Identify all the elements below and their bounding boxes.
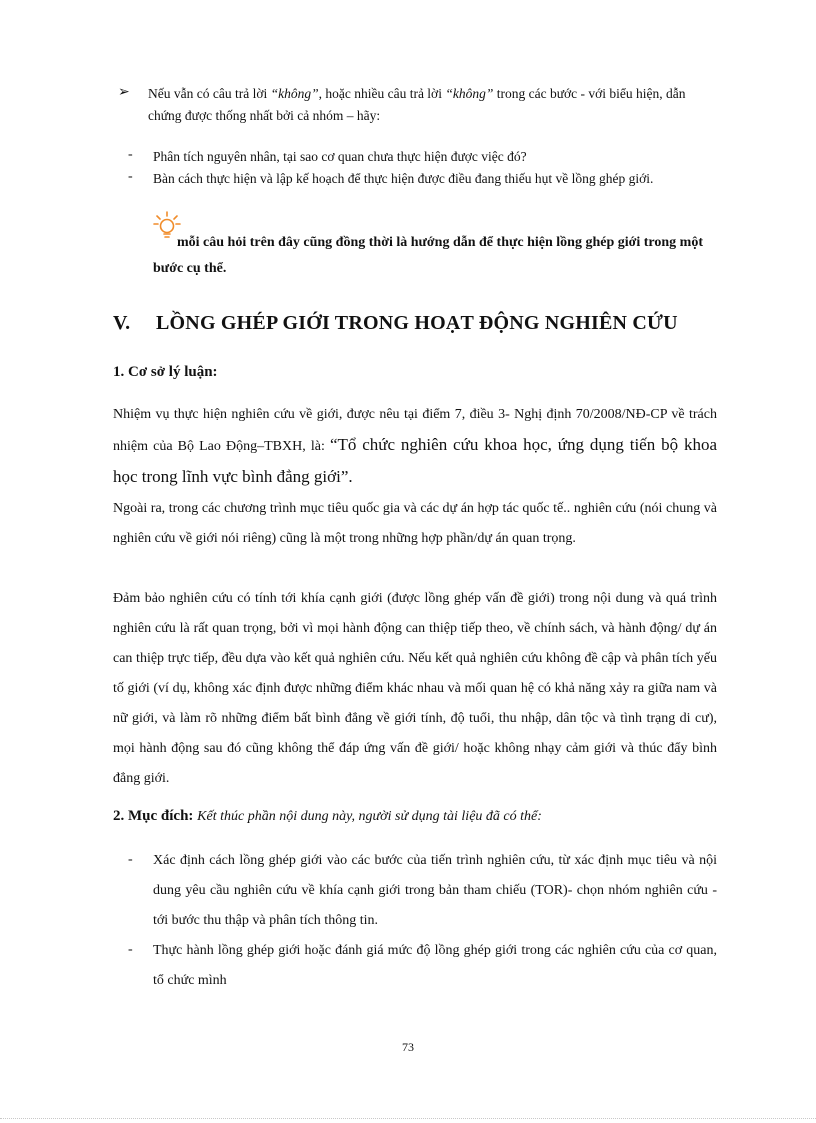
paragraph: Nhiệm vụ thực hiện nghiên cứu về giới, được nêu tại điểm 7, điều 3- Nghị định 70/2008/NĐ-CP về trách nhiệm của Bộ Lao Động–TBXH, là: “Tổ chức nghiên cứu khoa học, ứng dụng tiến bộ khoa học trong lĩnh vực bình đẳng giới”. [113, 407, 717, 486]
page-divider [0, 1118, 816, 1119]
dash-bullet: - [128, 169, 133, 184]
dash-bullet: - [128, 942, 133, 957]
list-item: Phân tích nguyên nhân, tại sao cơ quan chưa thực hiện được việc đó? [153, 149, 527, 164]
list-item: Xác định cách lồng ghép giới vào các bước của tiến trình nghiên cứu, từ xác định mục tiêu và nội dung yêu cầu nghiên cứu về khía cạnh giới trong bản tham chiếu (TOR)- chọn nhóm nghiên cứu - tới bước thu thập và phân tích thông tin. [153, 853, 717, 928]
paragraph: Ngoài ra, trong các chương trình mục tiêu quốc gia và các dự án hợp tác quốc tế.. nghiên cứu (nói chung và nghiên cứu về giới nói riêng) cũng là một trong những hợp phần/dự án quan trọng. [113, 501, 717, 546]
paragraph: Đảm bảo nghiên cứu có tính tới khía cạnh giới (được lồng ghép vấn đề giới) trong nội dung và quá trình nghiên cứu là rất quan trọng, bởi vì mọi hành động can thiệp tiếp theo, về chính sách, và hành động/ dự án can thiệp trực tiếp, đều dựa vào kết quả nghiên cứu. Nếu kết quả nghiên cứu không đề cập và phân tích yếu tố giới (ví dụ, không xác định được những điểm khác nhau và mối quan hệ có khả năng xảy ra giữa nam và nữ giới, và làm rõ những điểm bất bình đẳng về giới tính, độ tuổi, thu nhập, dân tộc và tình trạng di cư), mọi hành động sau đó cũng không thể đáp ứng vấn đề giới/ hoặc không nhạy cảm giới và thúc đẩy bình đẳng giới. [113, 591, 717, 786]
list-item: Bàn cách thực hiện và lập kế hoạch để thực hiện được điều đang thiếu hụt về lồng ghép giới. [153, 171, 654, 186]
section-title: LỒNG GHÉP GIỚI TRONG HOẠT ĐỘNG NGHIÊN CỨU [156, 312, 678, 334]
section-number: V. [113, 312, 131, 334]
page-number: 73 [402, 1040, 414, 1054]
intro-bullet-text: Nếu vẫn có câu trả lời “không”, hoặc nhiều câu trả lời “không” trong các bước - với biểu hiện, dẫn chứng được thống nhất bởi cả nhóm – hãy: [148, 86, 686, 123]
note-text: mỗi câu hỏi trên đây cũng đồng thời là hướng dẫn để thực hiện lồng ghép giới trong một bước cụ thể. [153, 235, 703, 276]
dash-bullet: - [128, 852, 133, 867]
arrow-bullet-icon: ➢ [118, 85, 130, 100]
subsection-heading: 2. Mục đích: Kết thúc phần nội dung này, người sử dụng tài liệu đã có thể: [113, 808, 542, 824]
list-item: Thực hành lồng ghép giới hoặc đánh giá mức độ lồng ghép giới trong các nghiên cứu của cơ quan, tổ chức mình [153, 943, 717, 988]
dash-bullet: - [128, 147, 133, 162]
subsection-heading: 1. Cơ sở lý luận: [113, 364, 218, 380]
